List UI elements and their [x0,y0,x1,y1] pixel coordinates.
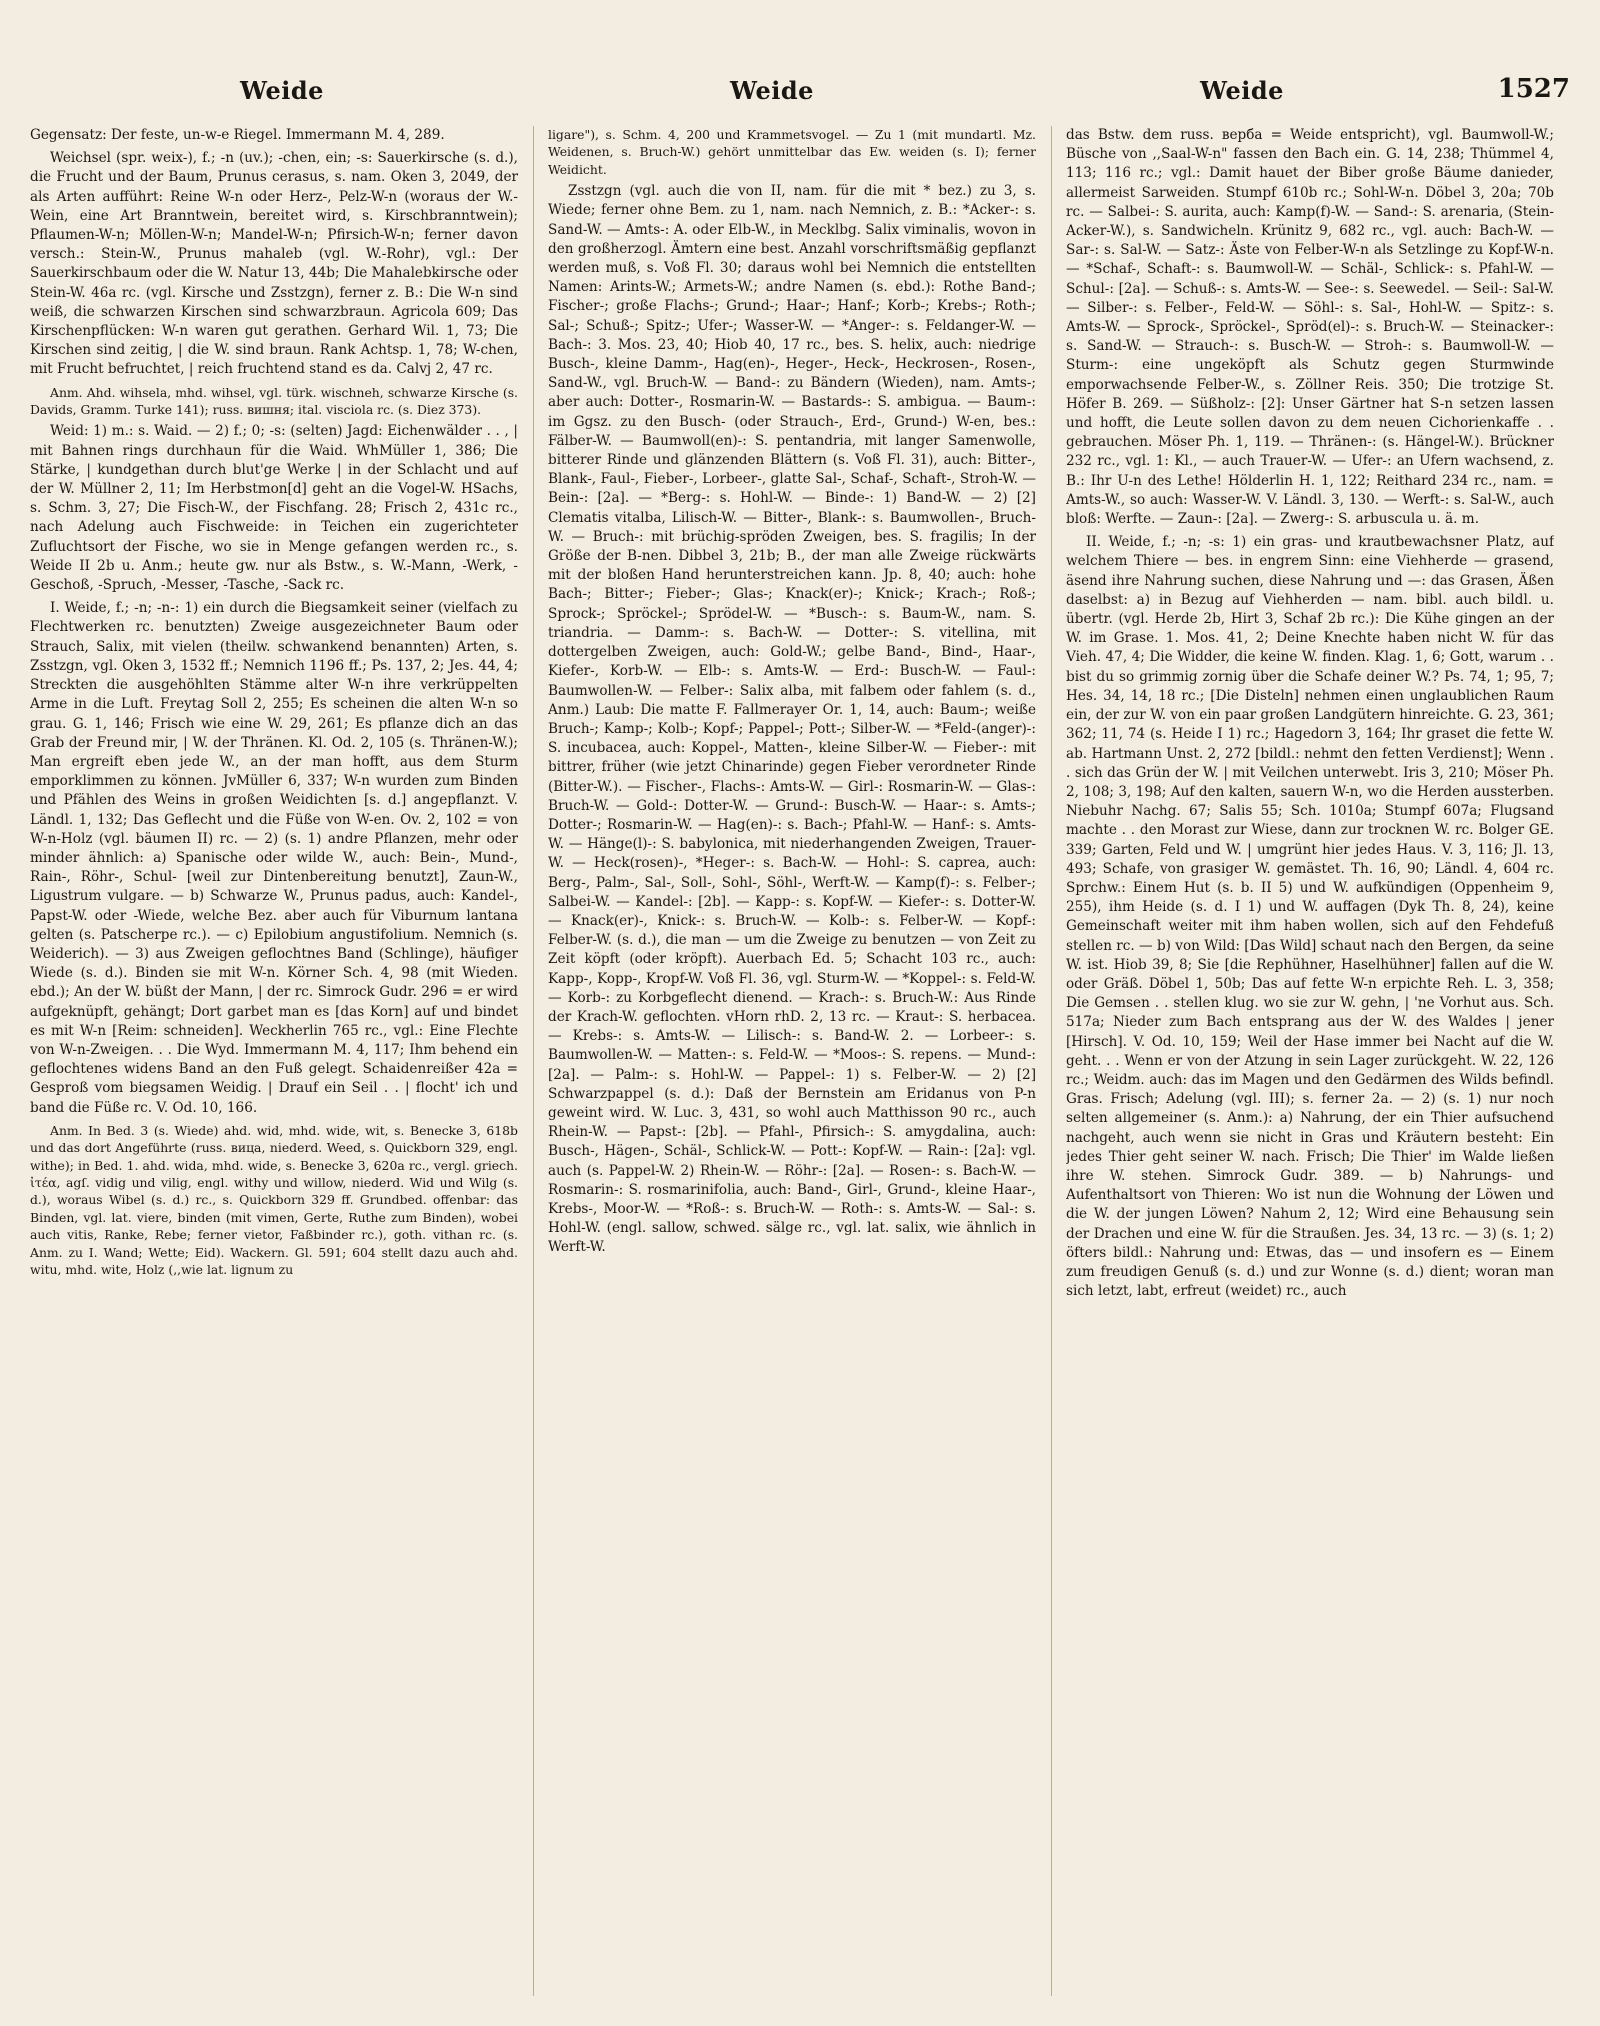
entry-compounds: Zsstzgn (vgl. auch die von II, nam. für die mit * bez.) zu 3, s. Wiede; ferner ohne Bem. zu 1, nam. nach Nemnich, z. B.: *Acker-: s. Sand-W. — Amts-: A. oder Elb-W., in Mecklbg. Salix viminalis, wovon in den großherzogl. Ämtern eine best. Anzahl vorschriftsmäßig gepflanzt werden muß, s. Voß Fl. 30; daraus wohl bei Nemnich die entstellten Namen: Arints-W.; Armets-W.; andre Namen (s. ebd.): Rothe Band-; Fischer-; große Flachs-; Grund-; Haar-; Hanf-; Korb-; Krebs-; Roth-; Sal-; Schuß-; Spitz-; Ufer-; Wasser-W. — *Anger-: s. Feldanger-W. — Bach-: 3. Mos. 23, 40; Hiob 40, 17 rc., bes. S. helix, auch: niedrige Busch-, kleine Damm-, Hag(en)-, Heger-, Heck-, Heckrosen-, Rosen-, Sand-W., vgl. Bruch-W. — Band-: zu Bändern (Wieden), nam. Amts-; aber auch: Dotter-, Rosmarin-W. — Bastards-: S. ambigua. — Baum-: im Ggsz. zu den Busch- (oder Strauch-, Erd-, Grund-) W-en, bes.: Fälber-W. — Baumwoll(en)-: S. pentandria, mit langer Samenwolle, bitterer Rinde und glänzenden Blättern (s. Voß Fl. 31), auch: Bitter-, Blank-, Faul-, Fieber-, Lorbeer-, glatte Sal-, Schaf-, Schaft-, Stroh-W. — Bein-: [2a]. — *Berg-: s. Hohl-W. — Binde-: 1) Band-W. — 2) [2] Clematis vitalba, Lilisch-W. — Bitter-, Blank-: s. Baumwollen-, Bruch-W. — Bruch-: mit brüchig-spröden Zweigen, bes. S. fragilis; In der Größe der B-nen. Dibbel 3, 21b; B., der man alle Zweige rückwärts mit der bloßen Hand herunterstreichen kann. Jp. 8, 40; auch: hohe Bach-; Bitter-; Fieber-; Glas-; Knack(er)-; Knick-; Krach-; Roß-; Sprock-; Spröckel-; Sprödel-W. — *Busch-: s. Baum-W., nam. S. triandria. — Damm-: s. Bach-W. — Dotter-: S. vitellina, mit dottergelben Zweigen, auch: Gold-W.; gelbe Band-, Bind-, Haar-, Kiefer-, Korb-W. — Elb-: s. Amts-W. — Erd-: Busch-W. — Faul-: Baumwollen-W. — Felber-: Salix alba, mit falbem oder fahlem (s. d., Anm.) Laub: Die matte F. Fallmerayer Or. 1, 14, auch: Baum-; weiße Bruch-; Kamp-; Kolb-; Kopf-; Pappel-; Pott-; Silber-W. — *Feld-(anger)-: S. incubacea, auch: Koppel-, Matten-, kleine Silber-W. — Fieber-: mit bittrer, früher (wie jetzt Chinarinde) gegen Fieber verordneter Rinde (Bitter-W.). — Fischer-, Flachs-: Amts-W. — Girl-: Rosmarin-W. — Glas-: Bruch-W. — Gold-: Dotter-W. — Grund-: Busch-W. — Haar-: s. Amts-; Dotter-; Rosmarin-W. — Hag(en)-: s. Bach-; Pfahl-W. — Hanf-: s. Amts-W. — Hänge(l)-: S. babylonica, mit niederhangenden Zweigen, Trauer-W. — Heck(rosen)-, *Heger-: s. Bach-W. — Hohl-: S. caprea, auch: Berg-, Palm-, Sal-, Soll-, Sohl-, Söhl-, Werft-W. — Kamp(f)-: s. Felber-; Salbei-W. — Kandel-: [2b]. — Kapp-: s. Kopf-W. — Kiefer-: s. Dotter-W. — Knack(er)-, Knick-: s. Bruch-W. — Kolb-: s. Felber-W. — Kopf-: Felber-W. (s. d.), die man — um die Zweige zu benutzen — von Zeit zu Zeit köpft (oder kröpft). Auerbach Ed. 5; Schacht 103 rc., auch: Kapp-, Kopp-, Kropf-W. Voß Fl. 36, vgl. Sturm-W. — *Koppel-: s. Feld-W. — Korb-: zu Korbgeflecht dienend. — Krach-: s. Bruch-W.: Aus Rinde der Krach-W. geflochten. vHorn rhD. 2, 13 rc. — Kraut-: S. herbacea. — Krebs-: s. Amts-W. — Lilisch-: s. Band-W. 2. — Lorbeer-: s. Baumwollen-W. — Matten-: s. Feld-W. — *Moos-: S. repens. — Mund-: [2a]. — Palm-: s. Hohl-W. — Pappel-: 1) s. Felber-W. — 2) [2] Schwarzpappel (s. d.): Daß der Bernstein am Eridanus von P-n geweint wird. W. Luc. 3, 431, so wohl auch Matthisson 90 rc., auch Rhein-W. — Papst-: [2b]. — Pfahl-, Pfirsich-: S. amygdalina, auch: Busch-, Hägen-, Schäl-, Schlick-W. — Pott-: Kopf-W. — Rain-: [2a]: vgl. auch (s. Pappel-W. 2) Rhein-W. — Röhr-: [2a]. — Rosen-: s. Bach-W. — Rosmarin-: S. rosmarinifolia, auch: Band-, Girl-, Grund-, kleine Haar-, Krebs-, Moor-W. — *Roß-: s. Bruch-W. — Roth-: s. Amts-W. — Sal-: s. Hohl-W. (engl. sallow, schwed. sälge rc., vgl. lat. salix, wie ähnlich in Werft-W. [548,183,1036,1256]
entry-compounds-continued: das Bstw. dem russ. верба = Weide entspricht), vgl. Baumwoll-W.; Büsche von ,,Saal-W-n" fassen den Bach ein. G. 14, 238; Thümmel 4, 113; 116 rc.; vgl.: Damit hauet der Biber große Bäume danieder, allermeist Sarweiden. Stumpf 610b rc.; Sohl-W-n. Döbel 3, 20a; 70b rc. — Salbei-: S. aurita, auch: Kamp(f)-W. — Sand-: S. arenaria, (Stein-Acker-W.), s. Sandwicheln. Krünitz 9, 682 rc., vgl. auch: Bach-W. — Sar-: s. Sal-W. — Satz-: Äste von Felber-W-n als Setzlinge zu Kopf-W-n. — *Schaf-, Schaft-: s. Baumwoll-W. — Schäl-, Schlick-: s. Pfahl-W. — Schul-: [2a]. — Schuß-: s. Amts-W. — See-: s. Seewedel. — Seil-: Sal-W. — Silber-: s. Felber-, Feld-W. — Söhl-: s. Sal-, Hohl-W. — Spitz-: s. Amts-W. — Sprock-, Spröckel-, Spröd(el)-: s. Bruch-W. — Steinacker-: s. Sand-W. — Strauch-: s. Busch-W. — Stroh-: s. Baumwoll-W. — Sturm-: eine ungeköpft als Schutz gegen Sturmwinde emporwachsende Felber-W., s. Zöllner Reis. 350; Die trotzige St. Höfer B. 269. — Süßholz-: [2]: Unser Gärtner hat S-n setzen lassen und hofft, die Leute sollen davon zu dem neuen Cichorienkaffe . . gebrauchen. Möser Ph. 1, 119. — Thränen-: (s. Hängel-W.). Brückner 232 rc., vgl. 1: Kl., — auch Trauer-W. — Ufer-: an Ufern wachsend, z. B.: Ihr U-n des Lethe! Hölderlin H. 1, 122; Reithard 234 rc., nam. = Amts-W., so auch: Wasser-W. V. Ländl. 3, 130. — Werft-: s. Sal-W., auch bloß: Werfte. — Zaun-: [2a]. — Zwerg-: S. arbuscula u. ä. m. [1066,127,1554,528]
column-2 [548,126,1036,1996]
entry-gegensatz: Gegensatz: Der feste, un-w-e Riegel. Immermann M. 4, 289. [30,127,445,143]
running-head [30,70,1570,110]
running-head-left: Weide [240,76,324,105]
running-head-center: Weide [730,76,814,105]
note-weide-i-continued: ligare"), s. Schm. 4, 200 und Krammetsvogel. — Zu 1 (mit mundartl. Mz. Weidenen, s. Bruch-W.) gehört unmittelbar das Ew. weiden (s. I); ferner Weidicht. [548,127,1036,177]
entry-weichsel: Weichsel (spr. weix-), f.; -n (uv.); -chen, ein; -s: Sauerkirsche (s. d.), die Frucht und der Baum, Prunus cerasus, s. nam. Oken 3, 2049, der als Arten aufführt: Reine W-n oder Herz-, Pelz-W-n (woraus der W.-Wein, eine Art Branntwein, bereitet wird, s. Kirschbranntwein); Pflaumen-W-n; Möllen-W-n; Mandel-W-n; Pfirsich-W-n; ferner davon versch.: Stein-W., Prunus mahaleb (vgl. W.-Rohr), vgl.: Der Sauerkirschbaum oder die W. Natur 13, 44b; Die Mahalebkirsche oder Stein-W. 46a rc. (vgl. Kirsche und Zsstzgn), ferner z. B.: Die W-n sind weiß, die schwarzen Kirschen sind schwarzbraun. Agricola 609; Das Kirschenpflücken: W-n waren gut gerathen. Gerhard Wil. 1, 73; Die Kirschen sind zeitig, | die W. sind braun. Rank Achtsp. 1, 78; W-chen, mit Frucht befruchtet, | reich fruchtend stand es da. Calvj 2, 47 rc. [30,150,518,378]
note-weichsel: Anm. Ahd. wihsela, mhd. wihsel, vgl. türk. wischneh, schwarze Kirsche (s. Davids, Gramm. Turke 141); russ. вишня; ital. visciola rc. (s. Diez 373). [30,384,518,418]
entry-weide-i: I. Weide, f.; -n; -n-: 1) ein durch die Biegsamkeit seiner (vielfach zu Flechtwerken rc. benutzten) Zweige ausgezeichneter Baum oder Strauch, Salix, mit vielen (theilw. schwankend benannten) Arten, s. Zsstzgn, vgl. Oken 3, 1532 ff.; Nemnich 1196 ff.; Ps. 137, 2; Jes. 44, 4; Streckten die ausgehöhlten Stämme alter W-n ihre verkrüppelten Arme in die Luft. Freytag Soll 2, 255; Es scheinen die alten W-n so grau. G. 1, 146; Frisch wie eine W. 29, 261; Es pflanze dich an das Grab der Freund mir, | W. der Thränen. Kl. Od. 2, 105 (s. Thränen-W.); Man ergreift eben jede W., an der man hofft, aus dem Sturm emporklimmen zu können. JvMüller 6, 337; W-n wurden zum Binden und Pfählen des Weins in großen Weidichten [s. d.] angepflanzt. V. Ländl. 1, 132; Das Geflecht und die Füße von W-en. Ov. 2, 102 = von W-n-Holz (vgl. bäumen II) rc. — 2) (s. 1) andre Pflanzen, mehr oder minder ähnlich: a) Spanische oder wilde W., auch: Bein-, Mund-, Rain-, Röhr-, Schul- [weil zur Dintenbereitung benutzt], Zaun-W., Ligustrum vulgare. — b) Schwarze W., Prunus padus, auch: Kandel-, Papst-W. oder -Wiede, welche Bez. aber auch für Viburnum lantana gelten (s. Patscherpe rc.). — c) Epilobium angustifolium. Nemnich (s. Weiderich). — 3) aus Zweigen geflochtnes Band (Schlinge), häufiger Wiede (s. d.). Binden sie mit W-n. Körner Sch. 4, 98 (mit Wieden. ebd.); An der W. büßt der Mann, | der rc. Simrock Gudr. 296 = er wird aufgeknüpft, gehängt; Dort garbet man es [das Korn] auf und bindet es mit W-n [Reim: schneiden]. Weckherlin 765 rc., vgl.: Eine Flechte von W-n-Zweigen. . . Die Wyd. Immermann M. 4, 117; Ihm behend ein geflochtenes widens Band an den Fuß gelegt. Schaidenreißer 42a = Gesproß vom biegsamen Weidig. | Drauf ein Seil . . | flocht' ich und band die Füße rc. V. Od. 10, 166. [30,600,518,1116]
column-divider [1051,126,1052,1996]
page-number: 1527 [1497,74,1570,104]
column-1 [30,126,518,1996]
note-weide-i: Anm. In Bed. 3 (s. Wiede) ahd. wid, mhd. wide, wit, s. Benecke 3, 618b und das dort Angeführte (russ. вица, niederd. Weed, s. Quickborn 329, engl. withe); in Bed. 1. ahd. wida, mhd. wide, s. Benecke 3, 620a rc., vergl. griech. ἰτέα, agſ. vidig und vilig, engl. withy und willow, niederd. Wid und Wilg (s. d.), woraus Wibel (s. d.) rc., s. Quickborn 329 ff. Grundbed. offenbar: das Binden, vgl. lat. viere, binden (mit vimen, Gerte, Ruthe zum Binden), wobei auch vitis, Ranke, Rebe; ferner vietor, Faßbinder rc.), goth. vithan rc. (s. Anm. zu I. Wand; Wette; Eid). Wackern. Gl. 591; 604 stellt dazu auch ahd. witu, mhd. wite, Holz (,,wie lat. lignum zu [30,1122,518,1278]
column-3 [1066,126,1554,1996]
entry-weid: Weid: 1) m.: s. Waid. — 2) f.; 0; -s: (selten) Jagd: Eichenwälder . . , | mit Bahnen rings durchhaun für die Waid. WhMüller 1, 386; Die Stärke, | kundgethan durch blut'ge Werke | in der Schlacht und auf der W. Müllner 2, 11; Im Herbstmon[d] geht an die Vogel-W. HSachs, s. Schm. 3, 27; Die Fisch-W., der Fischfang. 28; Frisch 2, 431c rc., nach Adelung auch Fischweide: in Teichen ein zugerichteter Zufluchtsort der Fische, wo sie in Menge gefangen werden rc., s. Weide II 2b u. Anm.; heute gw. nur als Bstw., s. W.-Mann, -Werk, -Geschoß, -Spruch, -Messer, -Tasche, -Sack rc. [30,423,518,594]
running-head-right: Weide [1200,76,1284,105]
entry-weide-ii: II. Weide, f.; -n; -s: 1) ein gras- und krautbewachsner Platz, auf welchem Thiere — bes. in engrem Sinn: eine Viehherde — grasend, äsend ihre Nahrung suchen, diese Nahrung und —: das Grasen, Äßen daselbst: a) in Bezug auf Viehherden — nam. bibl. auch bildl. u. übertr. (vgl. Herde 2b, Hirt 3, Schaf 2b rc.): Die Kühe gingen an der W. im Grase. 1. Mos. 41, 2; Deine Knechte haben nicht W. für das Vieh. 47, 4; Die Widder, die keine W. finden. Klag. 1, 6; Gott, warum . . bist du so grimmig zornig über die Schafe deiner W.? Ps. 74, 1; 95, 7; Hes. 34, 14, 18 rc.; [Die Disteln] nehmen einen unglaublichen Raum ein, der zur W. von ein paar großen Landgütern hinreichte. G. 23, 361; 362; 11, 74 (s. Heide I 1) rc.; Hagedorn 3, 164; Ihr graset die fette W. ab. Hartmann Unst. 2, 272 [bildl.: nehmt den fetten Verdienst]; Wenn . . sich das Grün der W. | mit Veilchen unterwebt. Iris 3, 210; Möser Ph. 2, 108; 3, 198; Auf den kalten, sauern W-n, wo die Herden aussterben. Niebuhr Nachg. 67; Salis 55; Sch. 1010a; Stumpf 607a; Flugsand machte . . den Morast zur Wiese, dann zur trocknen W. rc. Bolger GE. 339; Garten, Feld und W. | umgrünt hier jedes Haus. V. 3, 116; Jl. 13, 493; Schafe, von grasiger W. gemästet. Th. 16, 90; Ländl. 4, 604 rc. Sprchw.: Einem Hut (s. b. II 5) und W. aufkündigen (Oppenheim 9, 255), ihm Heide (s. d. I 1) und W. auffagen (Dyk Th. 8, 24), keine Gemeinschaft weiter mit ihm haben wollen, sich auf den Fehdefuß stellen rc. — b) von Wild: [Das Wild] schaut nach den Bergen, da seine W. ist. Hiob 39, 8; Sie [die Rephühner, Haselhühner] fallen auf die W. oder Gräß. Döbel 1, 50b; Das auf fette W-n erpichte Reh. L. 3, 358; Die Gemsen . . stellen klug. wo sie zur W. gehn, | 'ne Vorhut aus. Sch. 517a; Nieder zum Bach entsprang aus der W. des Waldes | jener [Hirsch]. V. Od. 10, 159; Weil der Hase immer bei Nacht auf die W. geht. . . Wenn er von der Atzung in sein Lager zurückgeht. W. 22, 126 rc.; Weidm. auch: das im Magen und den Gedärmen des Wilds befindl. Gras. Frisch; Adelung (vgl. III); s. ferner 2a. — 2) (s. 1) nur noch selten allgemeiner (s. Anm.): a) Nahrung, der ein Thier aufsuchend nachgeht, auch wenn sie nicht in Gras und Kräutern besteht: Ein jedes Thier geht seiner W. nach. Frisch; Die Thier' im Walde ließen ihre W. stehen. Simrock Gudr. 389. — b) Nahrungs- und Aufenthaltsort von Thieren: Wo ist nun die Wohnung der Löwen und die W. der jungen Löwen? Nahum 2, 12; Wird eine Behausung sein der Drachen und eine W. für die Straußen. Jes. 34, 13 rc. — 3) (s. 1; 2) öfters bildl.: Nahrung und: Etwas, das — und insofern es — Einem zum freudigen Genuß (s. d.) und zur Wonne (s. d.) dient; woran man sich letzt, labt, erfreut (weidet) rc., auch [1066,534,1554,1300]
text-columns [30,126,1570,1996]
column-divider [533,126,534,1996]
dictionary-page [30,70,1570,2000]
